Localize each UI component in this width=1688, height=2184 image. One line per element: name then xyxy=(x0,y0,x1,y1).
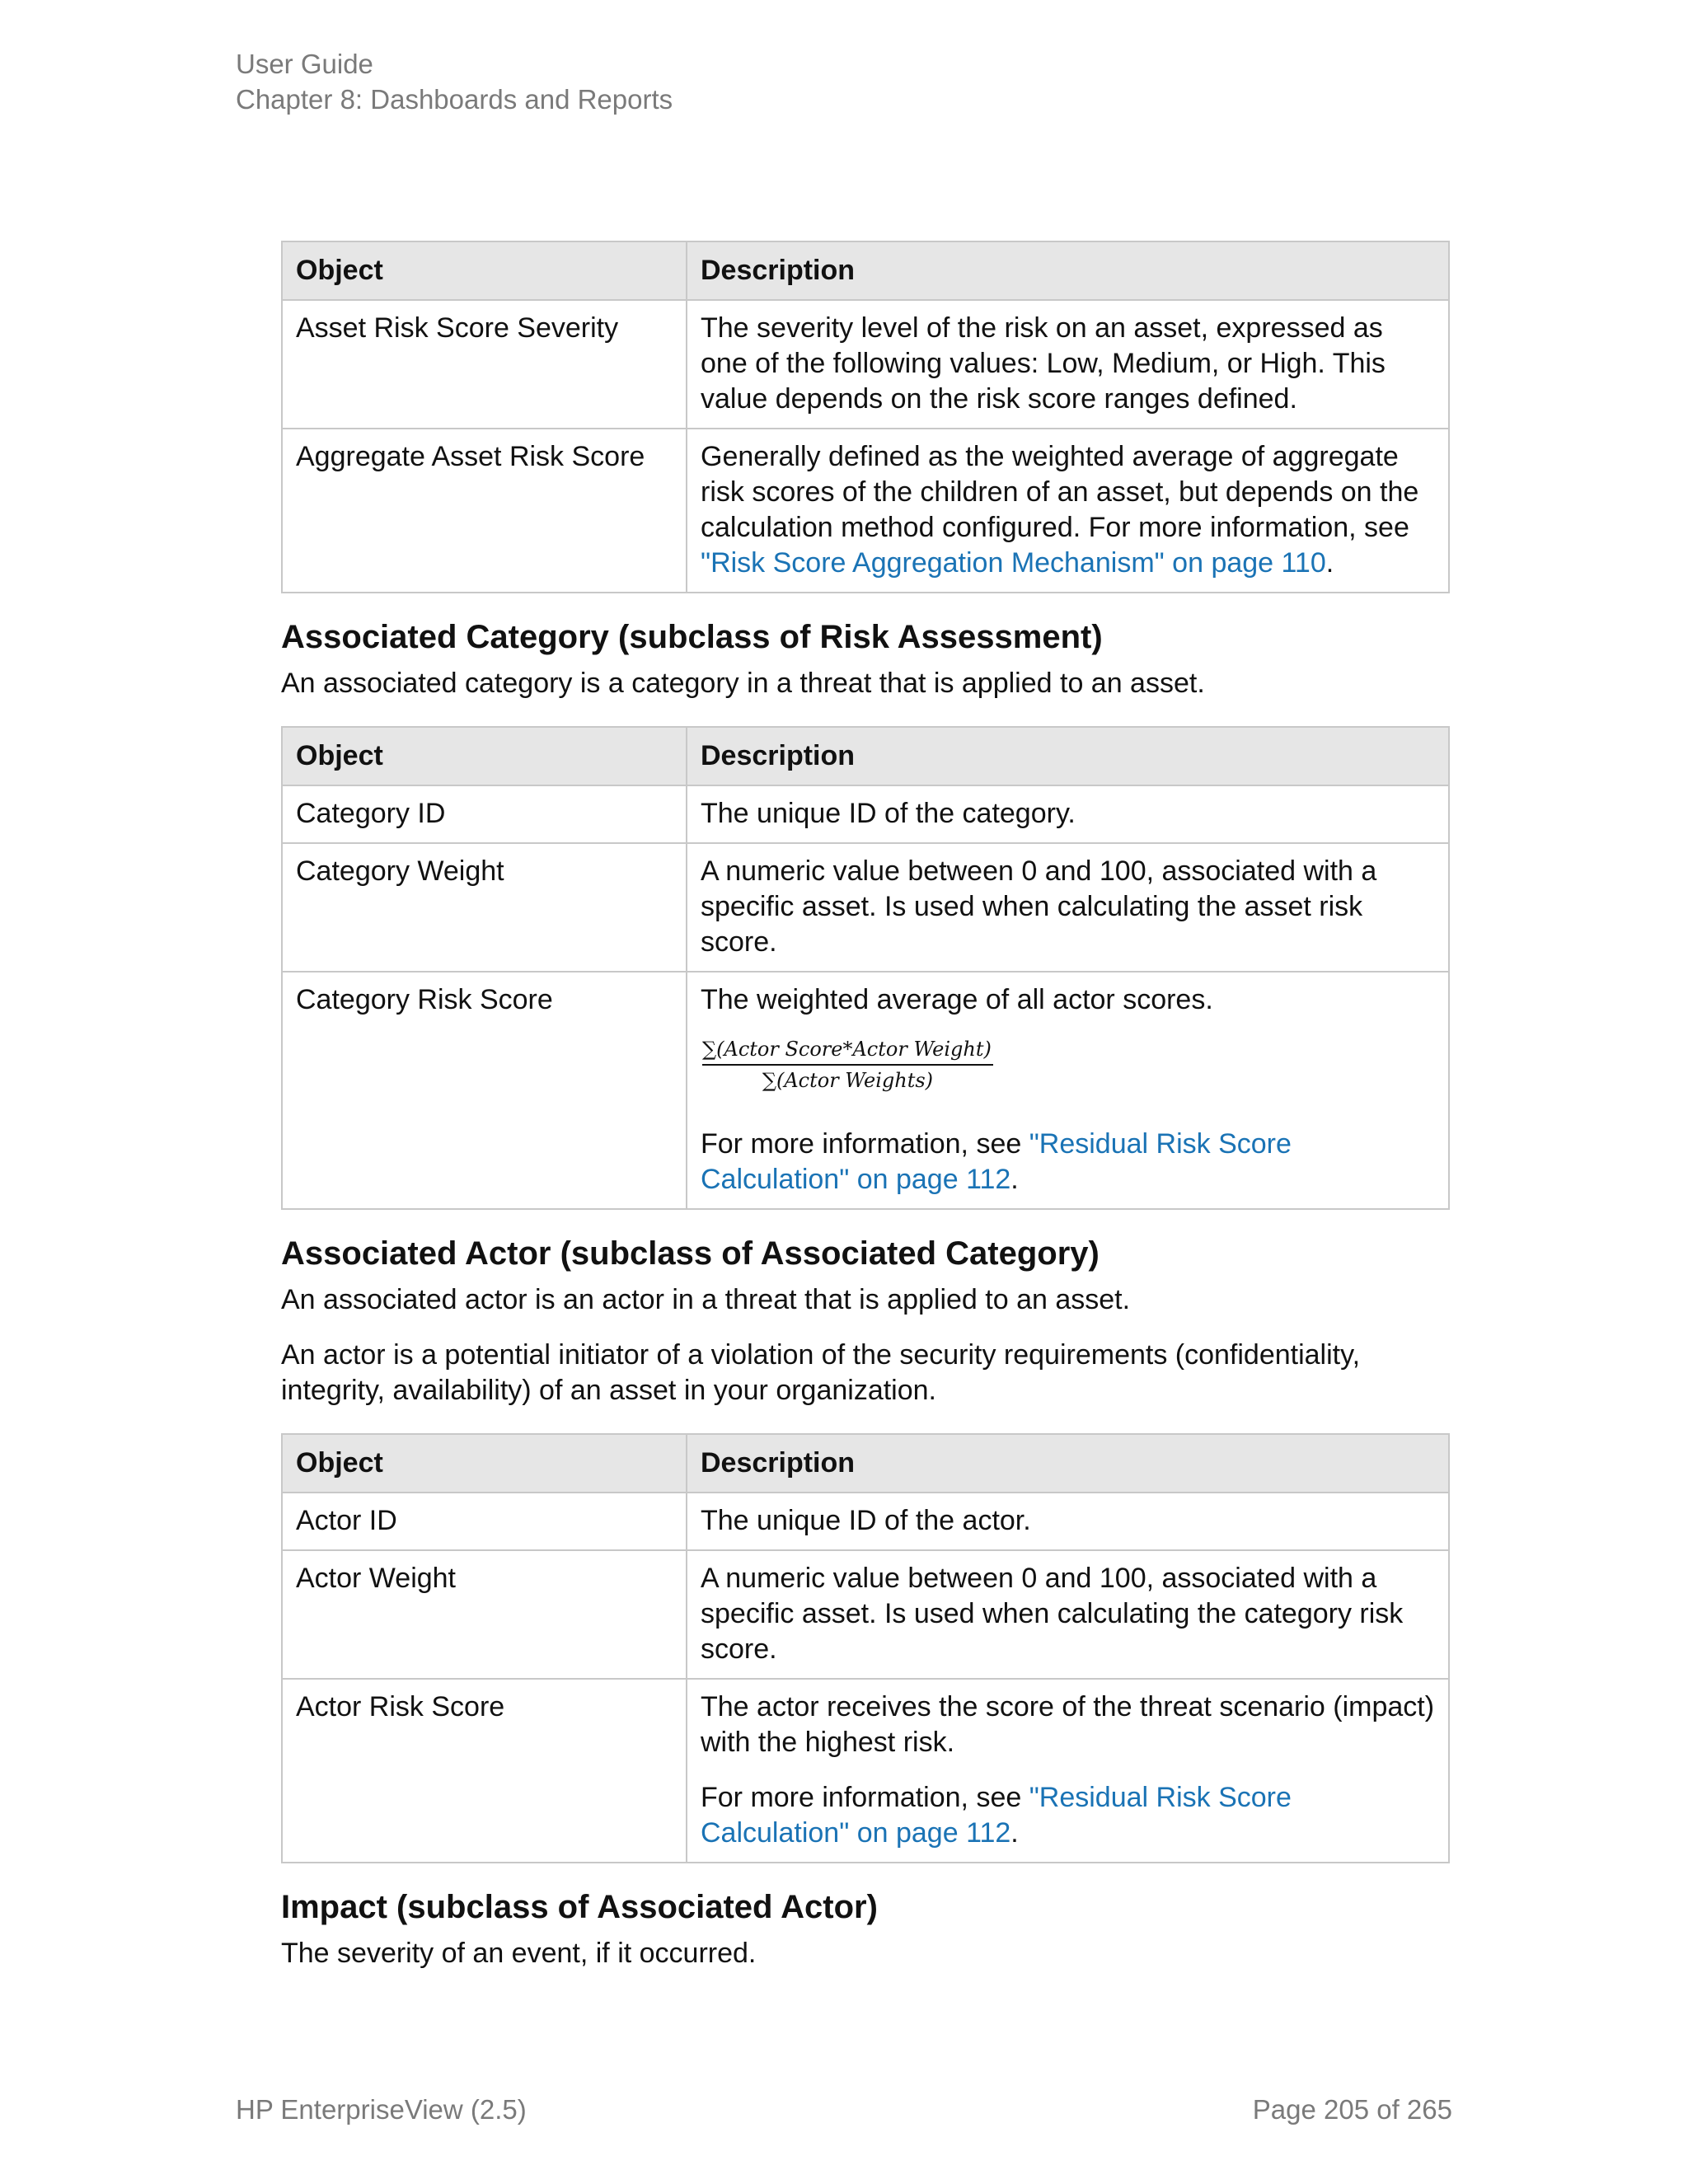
weighted-average-formula xyxy=(702,1036,993,1094)
more-info-suffix: . xyxy=(1010,1817,1019,1849)
section-heading-associated-actor: Associated Actor (subclass of Associated Category) xyxy=(281,1235,1100,1272)
description-cell xyxy=(687,972,1449,1209)
description-cell: The unique ID of the actor. xyxy=(687,1493,1449,1550)
table-row xyxy=(282,843,1449,972)
description-cell: The severity level of the risk on an asset, expressed as one of the following values: Low, Medium, or High. This value depends on the risk score ranges defined. xyxy=(687,300,1449,429)
risk-score-table xyxy=(281,241,1450,593)
more-info-text xyxy=(701,1780,1435,1851)
product-name: HP EnterpriseView (2.5) xyxy=(236,2094,527,2125)
object-cell: Asset Risk Score Severity xyxy=(282,300,687,429)
object-cell: Category ID xyxy=(282,785,687,843)
table-row xyxy=(282,972,1449,1209)
object-cell: Actor Risk Score xyxy=(282,1679,687,1863)
description-text: Generally defined as the weighted average of aggregate risk scores of the children of an asset, but depends on the calculation method configured. For more information, see xyxy=(701,441,1419,543)
cross-reference-link[interactable]: "Residual Risk Score Calculation" on page 112 xyxy=(701,1128,1292,1195)
section-heading-associated-category: Associated Category (subclass of Risk Assessment) xyxy=(281,619,1103,655)
description-text: The weighted average of all actor scores. xyxy=(701,984,1213,1015)
object-cell: Category Risk Score xyxy=(282,972,687,1209)
object-cell: Actor Weight xyxy=(282,1550,687,1679)
description-cell: A numeric value between 0 and 100, associated with a specific asset. Is used when calculating the category risk score. xyxy=(687,1550,1449,1679)
table-header-row xyxy=(282,241,1449,300)
column-header-object: Object xyxy=(282,1434,687,1493)
page-content xyxy=(281,241,1451,1971)
chapter-title: Chapter 8: Dashboards and Reports xyxy=(236,84,673,115)
table-row xyxy=(282,429,1449,593)
more-info-text xyxy=(701,1127,1435,1197)
description-cell xyxy=(687,429,1449,593)
section-intro-detail: An actor is a potential initiator of a violation of the security requirements (confidentiality, integrity, availability) of an asset in your organization. xyxy=(281,1339,1361,1406)
object-cell: Aggregate Asset Risk Score xyxy=(282,429,687,593)
description-cell xyxy=(687,1679,1449,1863)
cross-reference-link[interactable]: "Risk Score Aggregation Mechanism" on page 110 xyxy=(701,547,1326,579)
description-cell: A numeric value between 0 and 100, associated with a specific asset. Is used when calculating the asset risk score. xyxy=(687,843,1449,972)
section-intro: An associated category is a category in a threat that is applied to an asset. xyxy=(281,668,1205,699)
column-header-object: Object xyxy=(282,727,687,785)
object-cell: Category Weight xyxy=(282,843,687,972)
associated-actor-table xyxy=(281,1433,1450,1863)
running-header xyxy=(236,46,673,117)
more-info-suffix: . xyxy=(1010,1164,1019,1195)
section-heading-impact: Impact (subclass of Associated Actor) xyxy=(281,1889,878,1925)
running-footer xyxy=(236,2092,1452,2127)
formula-numerator: ∑(Actor Score*Actor Weight) xyxy=(702,1036,993,1066)
object-cell: Actor ID xyxy=(282,1493,687,1550)
guide-title: User Guide xyxy=(236,49,373,79)
table-row xyxy=(282,1493,1449,1550)
cross-reference-link[interactable]: "Residual Risk Score Calculation" on page 112 xyxy=(701,1782,1292,1849)
column-header-description: Description xyxy=(687,241,1449,300)
table-row xyxy=(282,300,1449,429)
description-text: The actor receives the score of the threat scenario (impact) with the highest risk. xyxy=(701,1691,1435,1758)
table-row xyxy=(282,1550,1449,1679)
section-intro: An associated actor is an actor in a threat that is applied to an asset. xyxy=(281,1284,1131,1315)
formula-denominator: ∑(Actor Weights) xyxy=(762,1069,934,1092)
table-header-row xyxy=(282,727,1449,785)
description-text-end: . xyxy=(1325,547,1334,579)
more-info-prefix: For more information, see xyxy=(701,1128,1029,1160)
table-row xyxy=(282,785,1449,843)
table-row xyxy=(282,1679,1449,1863)
associated-category-table xyxy=(281,726,1450,1210)
page-number: Page 205 of 265 xyxy=(1252,2094,1452,2125)
more-info-prefix: For more information, see xyxy=(701,1782,1029,1813)
column-header-description: Description xyxy=(687,1434,1449,1493)
section-intro: The severity of an event, if it occurred. xyxy=(281,1938,757,1969)
table-header-row xyxy=(282,1434,1449,1493)
description-cell: The unique ID of the category. xyxy=(687,785,1449,843)
column-header-object: Object xyxy=(282,241,687,300)
column-header-description: Description xyxy=(687,727,1449,785)
